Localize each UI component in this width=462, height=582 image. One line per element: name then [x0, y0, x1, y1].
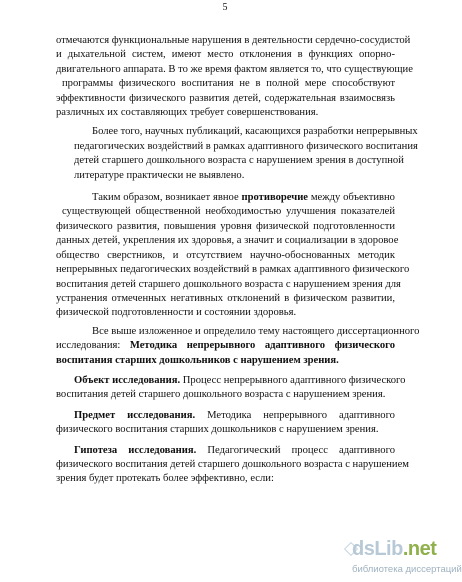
- paragraph-subject: [56, 409, 395, 438]
- paragraph-4: [56, 325, 420, 368]
- text-line: эффективности физического развития детей, содержательная взаимосвязь: [56, 92, 395, 104]
- text-line: физического воспитания старших дошкольников с нарушением зрения.: [56, 424, 379, 436]
- text-line: зрения будет протекать более эффективно, если:: [56, 473, 274, 485]
- text-line: воспитания детей старшего дошкольного возраста с нарушением зрения для: [56, 278, 401, 290]
- text-line: педагогических воздействий в рамках адаптивного физического воспитания: [74, 140, 418, 152]
- section-label: Гипотеза исследования.: [74, 444, 197, 456]
- text-line: физического воспитания детей старшего дошкольного возраста с нарушением: [56, 458, 409, 470]
- text-line: программы физического воспитания не в полной мере способствуют: [62, 78, 395, 90]
- thesis-title: Методика непрерывного адаптивного физического: [129, 340, 395, 352]
- text-line: и дыхательной систем, имеют место отклонения в функциях опорно-: [56, 49, 395, 61]
- text-line: общество сверстников, и отсутствием научно-обоснованных методик: [56, 249, 395, 261]
- document-body: [56, 34, 420, 487]
- page-number: 5: [222, 2, 228, 13]
- text-line: существующей общественной необходимостью улучшения показателей: [62, 206, 395, 218]
- text-line: физической подготовленности и состоянии здоровья.: [56, 307, 297, 319]
- text-line: Все выше изложенное и определило тему настоящего диссертационного: [92, 325, 420, 337]
- text-line: непрерывных педагогических воздействий в рамках адаптивного физического: [56, 264, 410, 276]
- text-line: исследования: Методика непрерывного адаптивного физического: [56, 340, 395, 352]
- text-line: детей старшего дошкольного возраста с нарушением зрения в доступной: [74, 155, 404, 167]
- watermark-brand: dsLib.net: [352, 538, 437, 560]
- text-line: двигательного аппарата. В то же время фактом является то, что существующие: [56, 63, 413, 75]
- watermark-logo: [352, 538, 462, 582]
- text-line: Предмет исследования. Методика непрерывного адаптивного: [74, 409, 395, 421]
- paragraph-hypothesis: [56, 444, 409, 487]
- text-line: данных детей, укрепления их здоровья, а значит и социализации в здоровое: [56, 235, 399, 247]
- text-line: Таким образом, возникает явное противоречие между объективно: [92, 192, 395, 204]
- thesis-title: воспитания старших дошкольников с нарушением зрения.: [56, 354, 339, 366]
- text-line: различных их составляющих требует совершенствования.: [56, 107, 319, 119]
- section-label: Объект исследования.: [74, 374, 181, 386]
- paragraph-3: [56, 191, 410, 321]
- paragraph-1: [56, 34, 413, 120]
- text-line: воспитания детей старшего дошкольного возраста с нарушением зрения.: [56, 389, 386, 401]
- text-line: отмечаются функциональные нарушения в деятельности сердечно-сосудистой: [56, 35, 411, 46]
- text-line: устранения отмеченных негативных отклонений в физическом развитии,: [56, 292, 395, 304]
- text-line: Объект исследования. Процесс непрерывного адаптивного физического: [74, 374, 406, 386]
- text-line: физического развития, повышения уровня физической подготовленности: [56, 220, 395, 232]
- text-line: Более того, научных публикаций, касающихся разработки непрерывных: [92, 126, 418, 138]
- paragraph-object: [56, 374, 406, 403]
- text-line: литературе практически не выявлено.: [74, 169, 245, 181]
- section-label: Предмет исследования.: [74, 409, 196, 421]
- paragraph-2: [56, 125, 418, 183]
- text-line: Гипотеза исследования. Педагогический процесс адаптивного: [74, 444, 395, 456]
- emphasis-term: противоречие: [241, 192, 309, 204]
- watermark-subtitle: библиотека диссертаций: [352, 564, 462, 575]
